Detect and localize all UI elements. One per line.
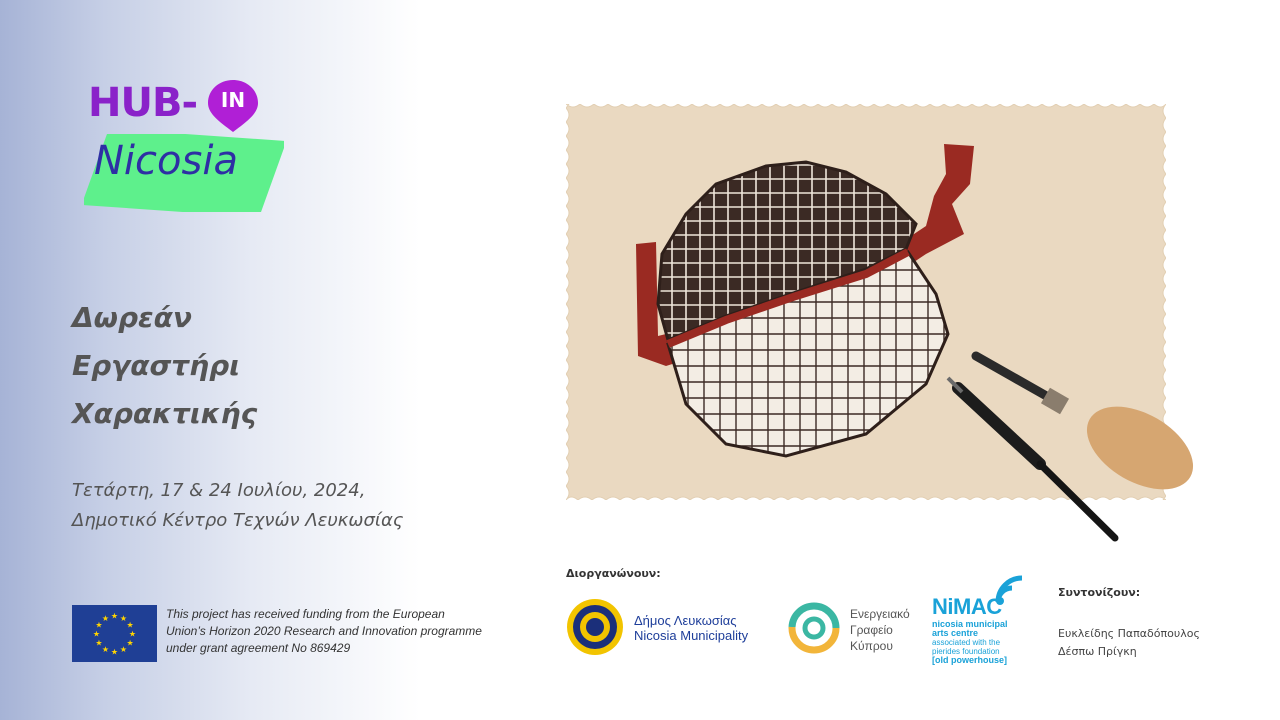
energy-line-3: Κύπρου [850, 639, 893, 653]
funding-statement: This project has received funding from the European Union’s Horizon 2020 Research and Innovation programme under grant agreement No 869429 [166, 607, 482, 655]
eu-star-icon: ★ [110, 647, 119, 657]
organisers-label: Διοργανώνουν: [566, 567, 661, 580]
logo-city-text: Nicosia [94, 138, 238, 184]
carving-tools-image [940, 340, 1200, 550]
municipality-name-greek: Δήμος Λευκωσίας [634, 613, 737, 628]
nimac-line-1: nicosia municipal [932, 619, 1008, 629]
nimac-line-2: arts centre [932, 628, 979, 638]
location-pin-icon [206, 78, 260, 132]
eu-flag-icon [72, 605, 157, 662]
nimac-description [932, 620, 1022, 665]
logo-hub-text: HUB- [88, 80, 198, 126]
hub-in-nicosia-logo [78, 78, 288, 218]
eu-star-icon: ★ [101, 645, 110, 655]
energy-line-2: Γραφείο [850, 623, 893, 637]
event-date: Τετάρτη, 17 & 24 Ιουλίου, 2024, [72, 480, 366, 501]
title-line-2: Εργαστήρι [72, 349, 241, 382]
coordinator-name-1: Ευκλείδης Παπαδόπουλος [1058, 627, 1200, 640]
coordinator-name-2: Δέσπω Πρίγκη [1058, 645, 1137, 658]
eu-star-icon: ★ [126, 620, 134, 630]
workshop-title [72, 294, 257, 438]
nimac-line-5: [old powerhouse] [932, 655, 1007, 665]
nimac-logo-text: NiMAC [932, 594, 1002, 619]
event-info [72, 476, 403, 536]
title-line-3: Χαρακτικής [72, 397, 258, 430]
eu-star-icon: ★ [95, 620, 103, 630]
eu-star-icon: ★ [101, 613, 110, 623]
energy-agency-name [850, 606, 910, 654]
title-line-1: Δωρεάν [72, 301, 192, 334]
eu-star-icon: ★ [110, 611, 119, 621]
eu-star-icon: ★ [95, 638, 103, 648]
eu-star-icon: ★ [126, 638, 134, 648]
nicosia-municipality-emblem-icon [566, 598, 624, 656]
coordinators-list [1058, 625, 1200, 661]
eu-star-icon: ★ [128, 629, 137, 639]
municipality-name-english: Nicosia Municipality [634, 628, 749, 643]
nimac-line-3: associated with the [932, 638, 1001, 647]
eu-star-icon: ★ [92, 629, 101, 639]
logo-in-text: IN [220, 88, 246, 112]
eu-star-icon: ★ [119, 645, 128, 655]
coordinators-label: Συντονίζουν: [1058, 586, 1141, 599]
eu-star-icon: ★ [119, 613, 128, 623]
cyprus-energy-agency-logo-icon [788, 602, 840, 654]
nimac-line-4: pierides foundation [932, 647, 1000, 656]
energy-line-1: Ενεργειακό [850, 607, 910, 621]
event-venue: Δημοτικό Κέντρο Τεχνών Λευκωσίας [72, 510, 404, 531]
nicosia-municipality-name [634, 613, 748, 643]
